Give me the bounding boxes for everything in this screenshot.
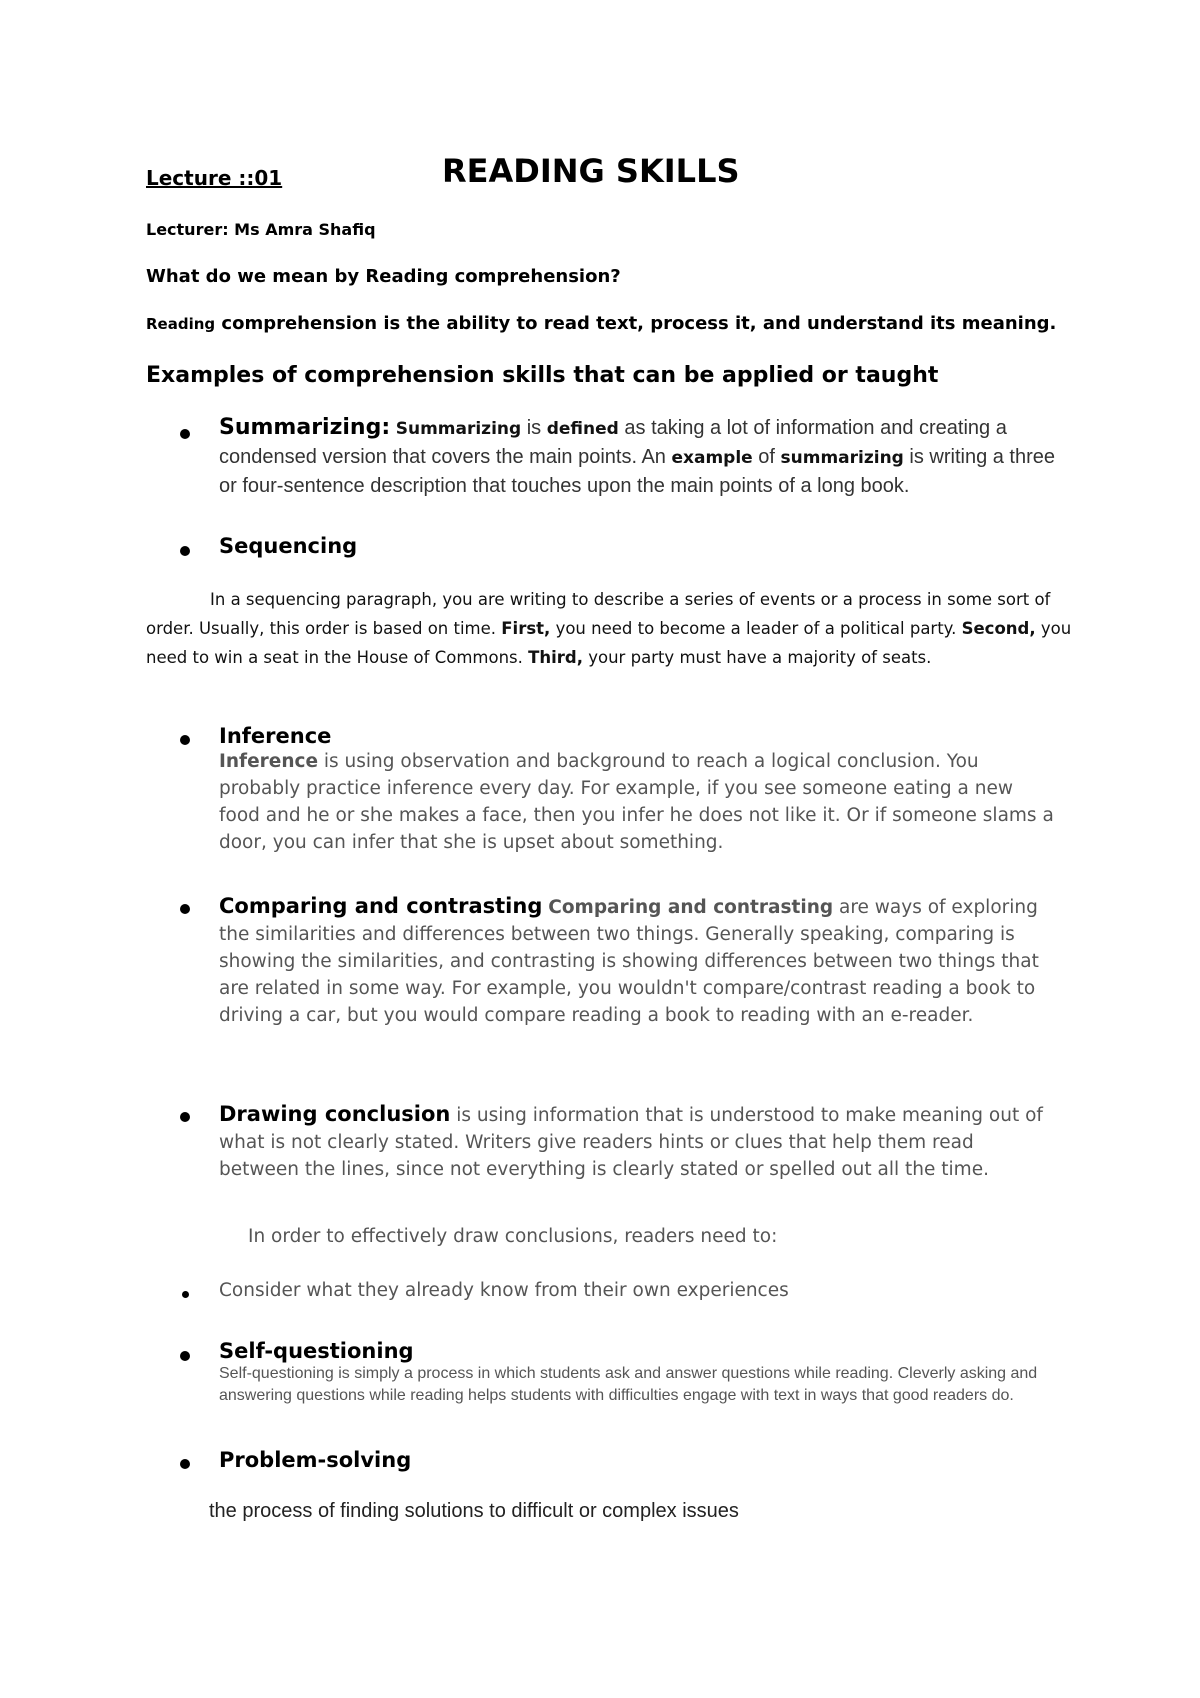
bullet-icon	[180, 1112, 190, 1122]
definition-paragraph	[146, 313, 1076, 334]
self-questioning-heading: Self-questioning	[219, 1339, 414, 1363]
sequencing-p2: you need to become a leader of a political party.	[550, 619, 962, 638]
self-questioning-body: Self-questioning is simply a process in which students ask and answer questions while reading. Cleverly asking and answering questions while reading helps students with difficulties engage with text in ways that good readers do.	[219, 1365, 1038, 1404]
summarizing-kw1: Summarizing	[395, 419, 522, 439]
bullet-icon	[182, 1291, 189, 1298]
sequencing-first: First,	[501, 619, 551, 638]
lecturer-name: Lecturer: Ms Amra Shafiq	[146, 220, 376, 239]
summarizing-t3: of	[752, 446, 781, 468]
definition-lead: Reading	[146, 315, 216, 333]
examples-heading: Examples of comprehension skills that can be applied or taught	[146, 363, 939, 388]
comparing-body: are ways of exploring the similarities and differences between two things. Generally speaking, comparing is showing the similarities, and contrasting is showing differences between two things that are related in some way. For example, you wouldn't compare/contrast reading a book to driving a car, but you would compare reading a book to reading with an e-reader.	[219, 897, 1039, 1026]
sequencing-third: Third,	[528, 648, 583, 667]
bullet-icon	[180, 546, 190, 556]
list-item-drawing-conclusion	[219, 1101, 1059, 1183]
summarizing-t2: as taking a lot of information and creating a condensed version that covers the main points. An	[219, 417, 1007, 468]
summarizing-kw3: example	[671, 448, 753, 468]
draw-conclusions-intro: In order to effectively draw conclusions, readers need to:	[248, 1226, 778, 1247]
title-row	[146, 152, 1066, 202]
sequencing-paragraph	[146, 585, 1076, 672]
bullet-icon	[180, 1459, 190, 1469]
summarizing-kw4: summarizing	[780, 448, 904, 468]
inference-body: is using observation and background to reach a logical conclusion. You probably practice inference every day. For example, if you see someone eating a new food and he or she makes a face, then you infer he does not like it. Or if someone slams a door, you can infer that she is upset about something.	[219, 751, 1054, 853]
summarizing-t1: is	[521, 417, 547, 439]
comparing-keyword: Comparing and contrasting	[548, 897, 834, 918]
problem-solving-heading: Problem-solving	[219, 1448, 412, 1472]
question-heading: What do we mean by Reading comprehension?	[146, 266, 621, 287]
bullet-icon	[180, 735, 190, 745]
list-item-self-questioning	[219, 1339, 1059, 1407]
page-title: READING SKILLS	[442, 152, 740, 190]
inference-heading: Inference	[219, 724, 332, 748]
sequencing-p1: In a sequencing paragraph, you are writing to describe a series of events or a process in some sort of order. Usually, this order is based on time.	[146, 590, 1051, 638]
sequencing-p4: your party must have a majority of seats.	[583, 648, 932, 667]
list-item-comparing	[219, 893, 1059, 1029]
inference-keyword: Inference	[219, 751, 319, 772]
bullet-icon	[180, 904, 190, 914]
lecture-number: Lecture ::01	[146, 166, 283, 190]
bullet-icon	[180, 429, 190, 439]
sequencing-heading: Sequencing	[219, 534, 358, 558]
definition-rest: comprehension is the ability to read text, process it, and understand its meaning.	[215, 313, 1057, 334]
comparing-heading: Comparing and contrasting	[219, 894, 543, 918]
problem-solving-body: the process of finding solutions to difficult or complex issues	[209, 1500, 739, 1522]
summarizing-kw2: defined	[546, 419, 619, 439]
bullet-icon	[180, 1351, 190, 1361]
drawing-body: is using information that is understood to make meaning out of what is not clearly stated. Writers give readers hints or clues that help them read between the lines, since not everything is clearly stated or spelled out all the time.	[219, 1105, 1043, 1180]
list-item-inference	[219, 724, 1059, 856]
summarizing-heading: Summarizing:	[219, 415, 391, 440]
consider-item: Consider what they already know from their own experiences	[219, 1280, 789, 1301]
sequencing-second: Second,	[961, 619, 1036, 638]
list-item-summarizing	[219, 414, 1059, 500]
sequencing-p3: you need to win a seat in the House of Commons.	[146, 619, 1072, 667]
summarizing-t4: is writing a three or four-sentence description that touches upon the main points of a long book.	[219, 446, 1056, 497]
drawing-heading: Drawing conclusion	[219, 1102, 451, 1126]
